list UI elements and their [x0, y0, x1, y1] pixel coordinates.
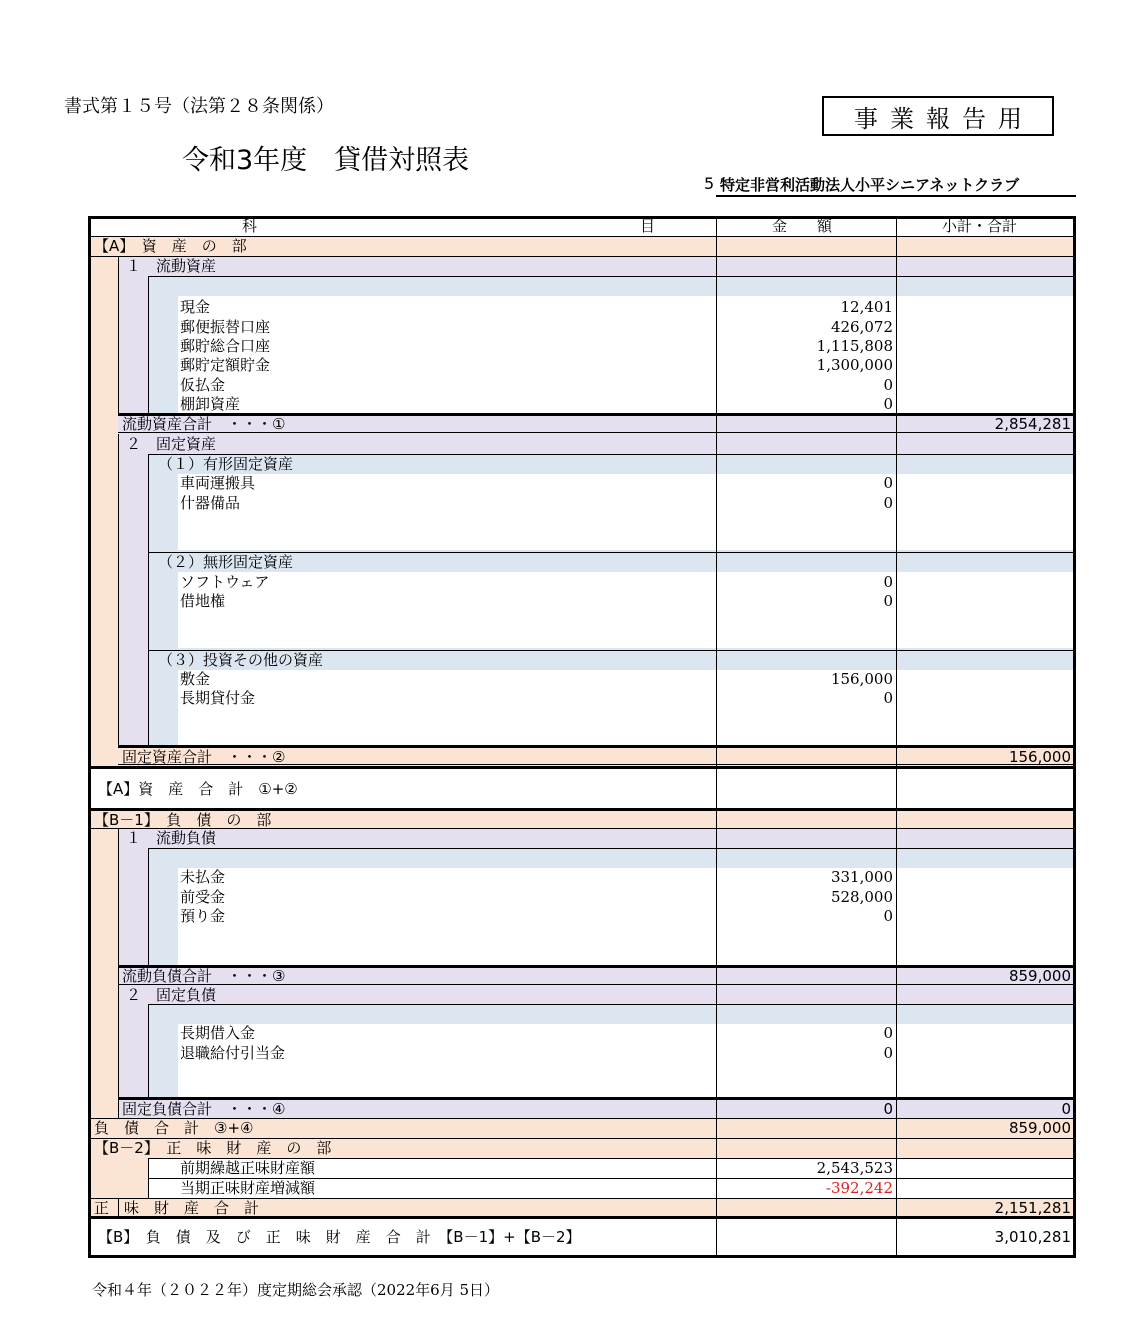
- liability-item-amount: 0: [883, 1044, 893, 1062]
- asset-item-name: 郵貯定額貯金: [180, 356, 271, 374]
- liability-item-amount: 0: [883, 1024, 893, 1042]
- header-kamoku-left: 科: [242, 217, 258, 235]
- asset-item-name: 現金: [180, 298, 211, 316]
- liability-item-name: 前受金: [180, 888, 226, 906]
- net-asset-item-amount: 2,543,523: [816, 1159, 893, 1177]
- asset-item-amount: 12,401: [840, 298, 893, 316]
- net-asset-item-name: 当期正味財産増減額: [180, 1179, 316, 1197]
- header-amount: 金 額: [772, 217, 833, 235]
- liabilities-grand-total: 859,000: [1008, 1119, 1071, 1137]
- tangible-assets-label: （１）有形固定資産: [158, 455, 294, 473]
- final-total: 3,010,281: [994, 1228, 1071, 1246]
- assets-section-label: 【A】 資 産 の 部: [94, 237, 247, 255]
- asset-item-amount: 0: [883, 395, 893, 413]
- fixed-assets-total-label: 固定資産合計 ・・・②: [122, 748, 286, 766]
- asset-item-amount: 156,000: [830, 670, 893, 688]
- form-number-label: 書式第１５号（法第２８条関係）: [64, 96, 334, 117]
- asset-item-amount: 0: [883, 376, 893, 394]
- current-assets-label: １ 流動資産: [126, 257, 217, 275]
- fixed-liabilities-total: 0: [1061, 1100, 1071, 1118]
- net-asset-item-amount: -392,242: [825, 1179, 893, 1197]
- current-liabilities-total-label: 流動負債合計 ・・・③: [122, 967, 286, 985]
- page-title: 令和3年度 貸借対照表: [182, 145, 470, 176]
- net-assets-section-label: 【B－2】 正 味 財 産 の 部: [94, 1139, 332, 1157]
- asset-item-amount: 1,115,808: [816, 337, 893, 355]
- org-name: 特定非営利活動法人小平シニアネットクラブ: [716, 174, 1076, 197]
- investments-label: （３）投資その他の資産: [158, 651, 324, 669]
- liability-item-amount: 0: [883, 907, 893, 925]
- asset-item-amount: 0: [883, 494, 893, 512]
- current-assets-total-label: 流動資産合計 ・・・①: [122, 415, 286, 433]
- liability-item-amount: 331,000: [830, 868, 893, 886]
- fixed-liabilities-total-amount: 0: [883, 1100, 893, 1118]
- asset-item-amount: 0: [883, 573, 893, 591]
- asset-item-name: ソフトウェア: [180, 573, 270, 591]
- header-kamoku-right: 目: [640, 217, 656, 235]
- assets-grand-total-label: 【A】資 産 合 計 ①+②: [98, 780, 298, 798]
- asset-item-amount: 0: [883, 689, 893, 707]
- liabilities-section-label: 【B－1】 負 債 の 部: [94, 811, 272, 829]
- asset-item-name: 郵便振替口座: [180, 318, 271, 336]
- liabilities-grand-total-label: 負 債 合 計 ③+④: [94, 1119, 254, 1137]
- current-assets-total: 2,854,281: [994, 415, 1071, 433]
- asset-item-name: 棚卸資産: [180, 395, 241, 413]
- asset-item-name: 借地権: [180, 592, 226, 610]
- asset-item-name: 仮払金: [180, 376, 226, 394]
- fixed-assets-label: ２ 固定資産: [126, 435, 217, 453]
- net-assets-total-label: 正 味 財 産 合 計: [94, 1199, 260, 1217]
- fixed-liabilities-total-label: 固定負債合計 ・・・④: [122, 1100, 286, 1118]
- liability-item-name: 預り金: [180, 907, 226, 925]
- asset-item-name: 車両運搬具: [180, 474, 256, 492]
- final-total-label: 【B】 負 債 及 び 正 味 財 産 合 計 【B－1】+【B－2】: [98, 1228, 581, 1246]
- asset-item-amount: 1,300,000: [816, 356, 893, 374]
- liability-item-amount: 528,000: [830, 888, 893, 906]
- asset-item-name: 郵貯総合口座: [180, 337, 271, 355]
- balance-sheet-table: [88, 216, 1076, 1258]
- report-stamp: 事業報告用: [822, 96, 1054, 136]
- asset-item-name: 敷金: [180, 670, 211, 688]
- liability-item-name: 未払金: [180, 868, 226, 886]
- header-subtotal: 小計・合計: [942, 217, 1018, 235]
- asset-item-amount: 426,072: [830, 318, 893, 336]
- intangible-assets-label: （２）無形固定資産: [158, 553, 294, 571]
- asset-item-name: 長期貸付金: [180, 689, 256, 707]
- current-liabilities-label: １ 流動負債: [126, 829, 217, 847]
- net-asset-item-name: 前期繰越正味財産額: [180, 1159, 316, 1177]
- approval-note: 令和４年（２０２２年）度定期総会承認（2022年6月 5日）: [92, 1281, 500, 1299]
- asset-item-amount: 0: [883, 592, 893, 610]
- asset-item-amount: 0: [883, 474, 893, 492]
- fixed-assets-total: 156,000: [1008, 748, 1071, 766]
- liability-item-name: 退職給付引当金: [180, 1044, 286, 1062]
- fixed-liabilities-label: ２ 固定負債: [126, 986, 217, 1004]
- net-assets-total: 2,151,281: [994, 1199, 1071, 1217]
- current-liabilities-total: 859,000: [1008, 967, 1071, 985]
- org-number: 5: [704, 174, 715, 193]
- liability-item-name: 長期借入金: [180, 1024, 256, 1042]
- asset-item-name: 什器備品: [180, 494, 241, 512]
